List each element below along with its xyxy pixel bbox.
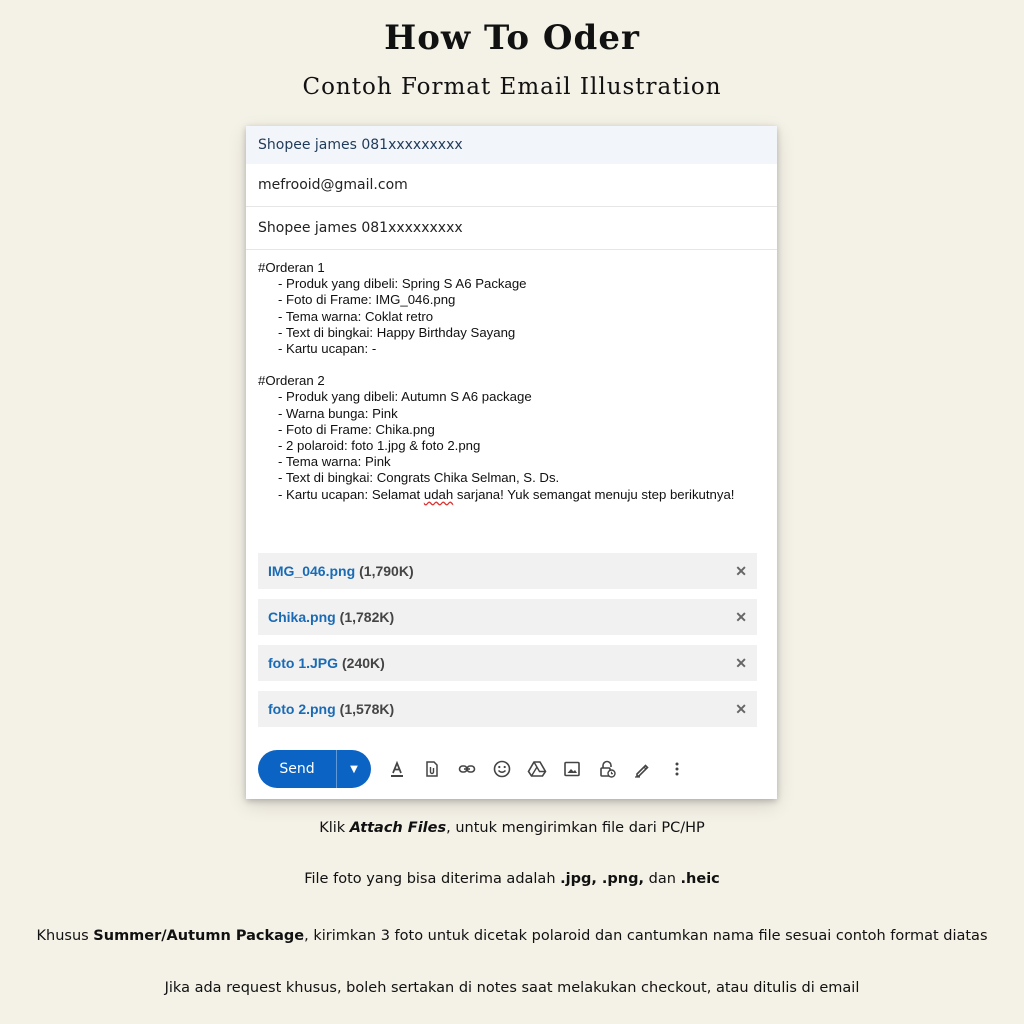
more-options-icon[interactable]	[660, 754, 694, 784]
insert-emoji-icon[interactable]	[485, 754, 519, 784]
instruction-text: File foto yang bisa diterima adalah	[304, 871, 561, 887]
order-1-item: - Foto di Frame: IMG_046.png	[278, 292, 456, 308]
compose-header-subject: Shopee james 081xxxxxxxxx	[258, 137, 463, 153]
page-title: How To Oder	[384, 18, 640, 58]
attachment-size: (1,578K)	[339, 701, 395, 717]
to-field[interactable]	[246, 164, 777, 207]
order-2-item-text: - Kartu ucapan: Selamat	[278, 486, 424, 502]
instruction-text: Khusus	[36, 928, 94, 944]
spellcheck-flagged-word[interactable]: udah	[423, 486, 454, 502]
confidential-mode-icon[interactable]	[590, 754, 624, 784]
send-button[interactable]: Send	[279, 761, 315, 777]
instruction-emphasis: .jpg, .png,	[560, 871, 645, 887]
attach-file-icon[interactable]	[415, 754, 449, 784]
instruction-file-types	[0, 871, 1024, 887]
order-2-item: - 2 polaroid: foto 1.jpg & foto 2.png	[278, 438, 481, 454]
send-button-group	[258, 750, 371, 788]
order-2-item-text: sarjana! Yuk semangat menuju step berikutnya!	[453, 486, 735, 502]
compose-toolbar	[258, 750, 768, 788]
insert-photo-icon[interactable]	[555, 754, 589, 784]
attachment-chip[interactable]	[258, 645, 757, 681]
email-body[interactable]	[246, 250, 777, 503]
remove-attachment-icon[interactable]: ✕	[735, 608, 747, 625]
page-subtitle: Contoh Format Email Illustration	[302, 74, 722, 100]
order-2-item: - Warna bunga: Pink	[278, 405, 398, 421]
order-1-item: - Kartu ucapan: -	[278, 341, 377, 357]
order-2-item: - Foto di Frame: Chika.png	[278, 421, 435, 437]
instruction-text: , kirimkan 3 foto untuk dicetak polaroid dan cantumkan nama file sesuai contoh format diatas	[304, 928, 988, 944]
attachment-chip[interactable]	[258, 599, 757, 635]
order-1-item: - Produk yang dibeli: Spring S A6 Package	[278, 276, 527, 292]
order-2-item: - Text di bingkai: Congrats Chika Selman, S. Ds.	[278, 470, 560, 486]
order-1-heading: #Orderan 1	[258, 260, 325, 275]
signature-icon[interactable]	[625, 754, 659, 784]
instruction-emphasis: Attach Files	[349, 820, 447, 836]
order-2-item	[258, 487, 765, 503]
remove-attachment-icon[interactable]: ✕	[735, 654, 747, 671]
instruction-text: dan	[644, 871, 681, 887]
attachment-name[interactable]: foto 2.png	[268, 701, 336, 717]
insert-link-icon[interactable]	[450, 754, 484, 784]
instruction-emphasis: Summer/Autumn Package	[93, 928, 305, 944]
remove-attachment-icon[interactable]: ✕	[735, 562, 747, 579]
order-2-heading: #Orderan 2	[258, 373, 325, 389]
google-drive-icon[interactable]	[520, 754, 554, 784]
attachment-size: (240K)	[342, 655, 385, 671]
attachment-size: (1,782K)	[339, 609, 395, 625]
attachment-name[interactable]: Chika.png	[268, 609, 336, 625]
compose-header-bar[interactable]	[246, 126, 777, 164]
order-2-item: - Produk yang dibeli: Autumn S A6 package	[278, 389, 532, 405]
instruction-package-photos	[0, 928, 1024, 944]
attachment-chip[interactable]	[258, 691, 757, 727]
attachment-name[interactable]: IMG_046.png	[268, 563, 356, 579]
instruction-attach-files	[0, 820, 1024, 836]
send-options-chevron-icon[interactable]: ▼	[350, 763, 358, 775]
order-2-item: - Tema warna: Pink	[278, 454, 391, 470]
order-1-item: - Tema warna: Coklat retro	[278, 308, 434, 324]
attachment-size: (1,790K)	[359, 563, 414, 579]
format-text-icon[interactable]	[380, 754, 414, 784]
attachments-list	[258, 553, 757, 737]
email-compose-window	[246, 126, 777, 799]
order-1-item: - Text di bingkai: Happy Birthday Sayang	[278, 324, 516, 340]
instruction-text: Klik	[319, 820, 350, 836]
instruction-text: , untuk mengirimkan file dari PC/HP	[446, 820, 705, 836]
instruction-emphasis: .heic	[680, 871, 720, 887]
instruction-special-request: Jika ada request khusus, boleh sertakan di notes saat melakukan checkout, atau ditulis di email	[164, 980, 860, 996]
subject-text: Shopee james 081xxxxxxxxx	[258, 220, 463, 236]
attachment-chip[interactable]	[258, 553, 757, 589]
attachment-name[interactable]: foto 1.JPG	[268, 655, 339, 671]
to-recipient: mefrooid@gmail.com	[258, 177, 408, 193]
subject-field[interactable]	[246, 207, 777, 250]
remove-attachment-icon[interactable]: ✕	[735, 700, 747, 717]
